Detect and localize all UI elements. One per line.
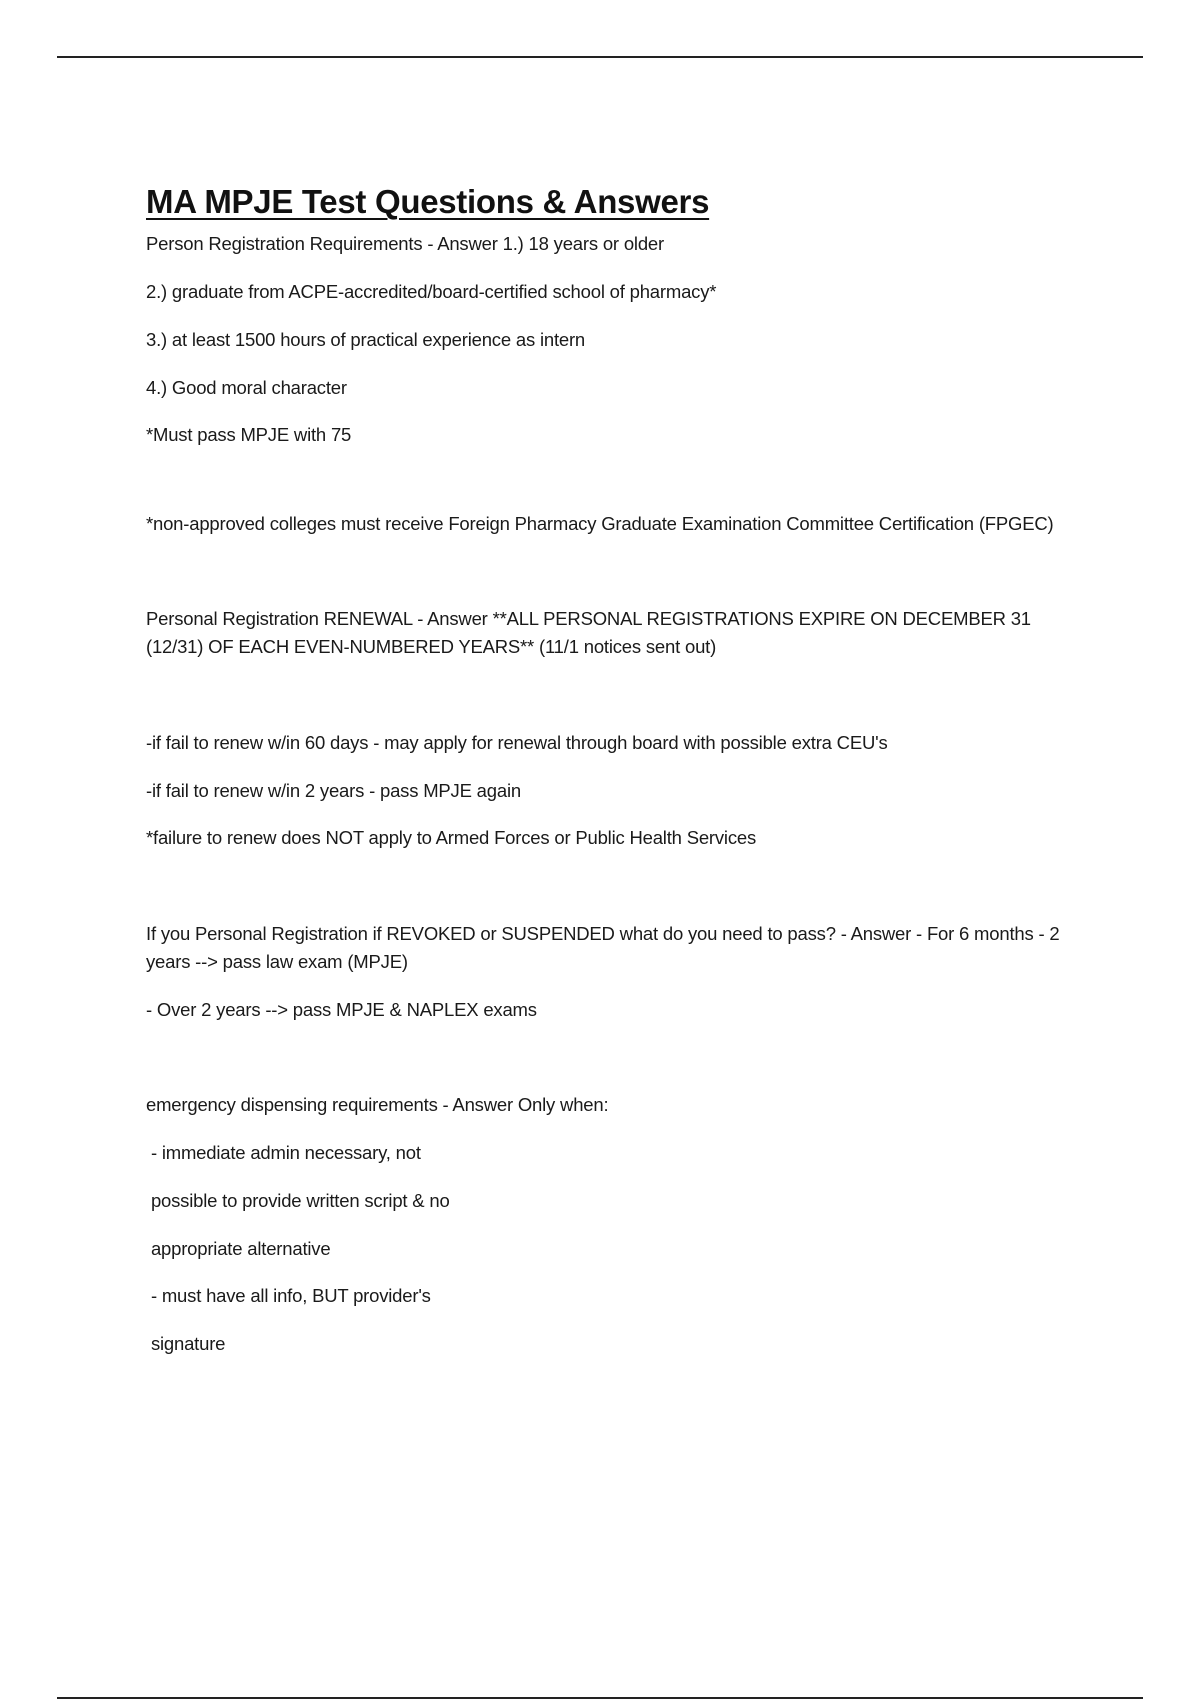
header-rule xyxy=(57,56,1143,58)
document-page xyxy=(146,178,1086,1358)
emergency-line-4: - must have all info, BUT provider's xyxy=(146,1285,431,1306)
emergency-line-1: - immediate admin necessary, not xyxy=(146,1142,421,1163)
renewal-fail-60-days: -if fail to renew w/in 60 days - may apply for renewal through board with possible extra CEU's xyxy=(146,732,888,753)
document-body xyxy=(146,230,1086,1358)
revoked-question: If you Personal Registration if REVOKED or SUSPENDED what do you need to pass? - Answer - For 6 months - 2 years --> pass law exam (MPJE) xyxy=(146,923,1060,972)
registration-item-2: 2.) graduate from ACPE-accredited/board-certified school of pharmacy* xyxy=(146,281,717,302)
emergency-line-3: appropriate alternative xyxy=(146,1238,331,1259)
registration-note-mpje: *Must pass MPJE with 75 xyxy=(146,424,352,445)
registration-note-fpgec: *non-approved colleges must receive Foreign Pharmacy Graduate Examination Committee Certification (FPGEC) xyxy=(146,513,1054,534)
emergency-question: emergency dispensing requirements - Answer Only when: xyxy=(146,1094,609,1115)
emergency-line-5: signature xyxy=(146,1333,226,1354)
registration-item-4: 4.) Good moral character xyxy=(146,377,347,398)
registration-question: Person Registration Requirements - Answer 1.) 18 years or older xyxy=(146,233,664,254)
document-title: MA MPJE Test Questions & Answers xyxy=(146,183,710,220)
footer-rule xyxy=(57,1697,1143,1699)
emergency-line-2: possible to provide written script & no xyxy=(146,1190,450,1211)
revoked-over-2-years: - Over 2 years --> pass MPJE & NAPLEX exams xyxy=(146,999,537,1020)
renewal-exception-note: *failure to renew does NOT apply to Armed Forces or Public Health Services xyxy=(146,827,757,848)
renewal-fail-2-years: -if fail to renew w/in 2 years - pass MPJE again xyxy=(146,780,521,801)
renewal-question: Personal Registration RENEWAL - Answer **ALL PERSONAL REGISTRATIONS EXPIRE ON DECEMBER 31 (12/31) OF EACH EVEN-NUMBERED YEARS** (11/1 notices sent out) xyxy=(146,608,1031,657)
registration-item-3: 3.) at least 1500 hours of practical experience as intern xyxy=(146,329,586,350)
